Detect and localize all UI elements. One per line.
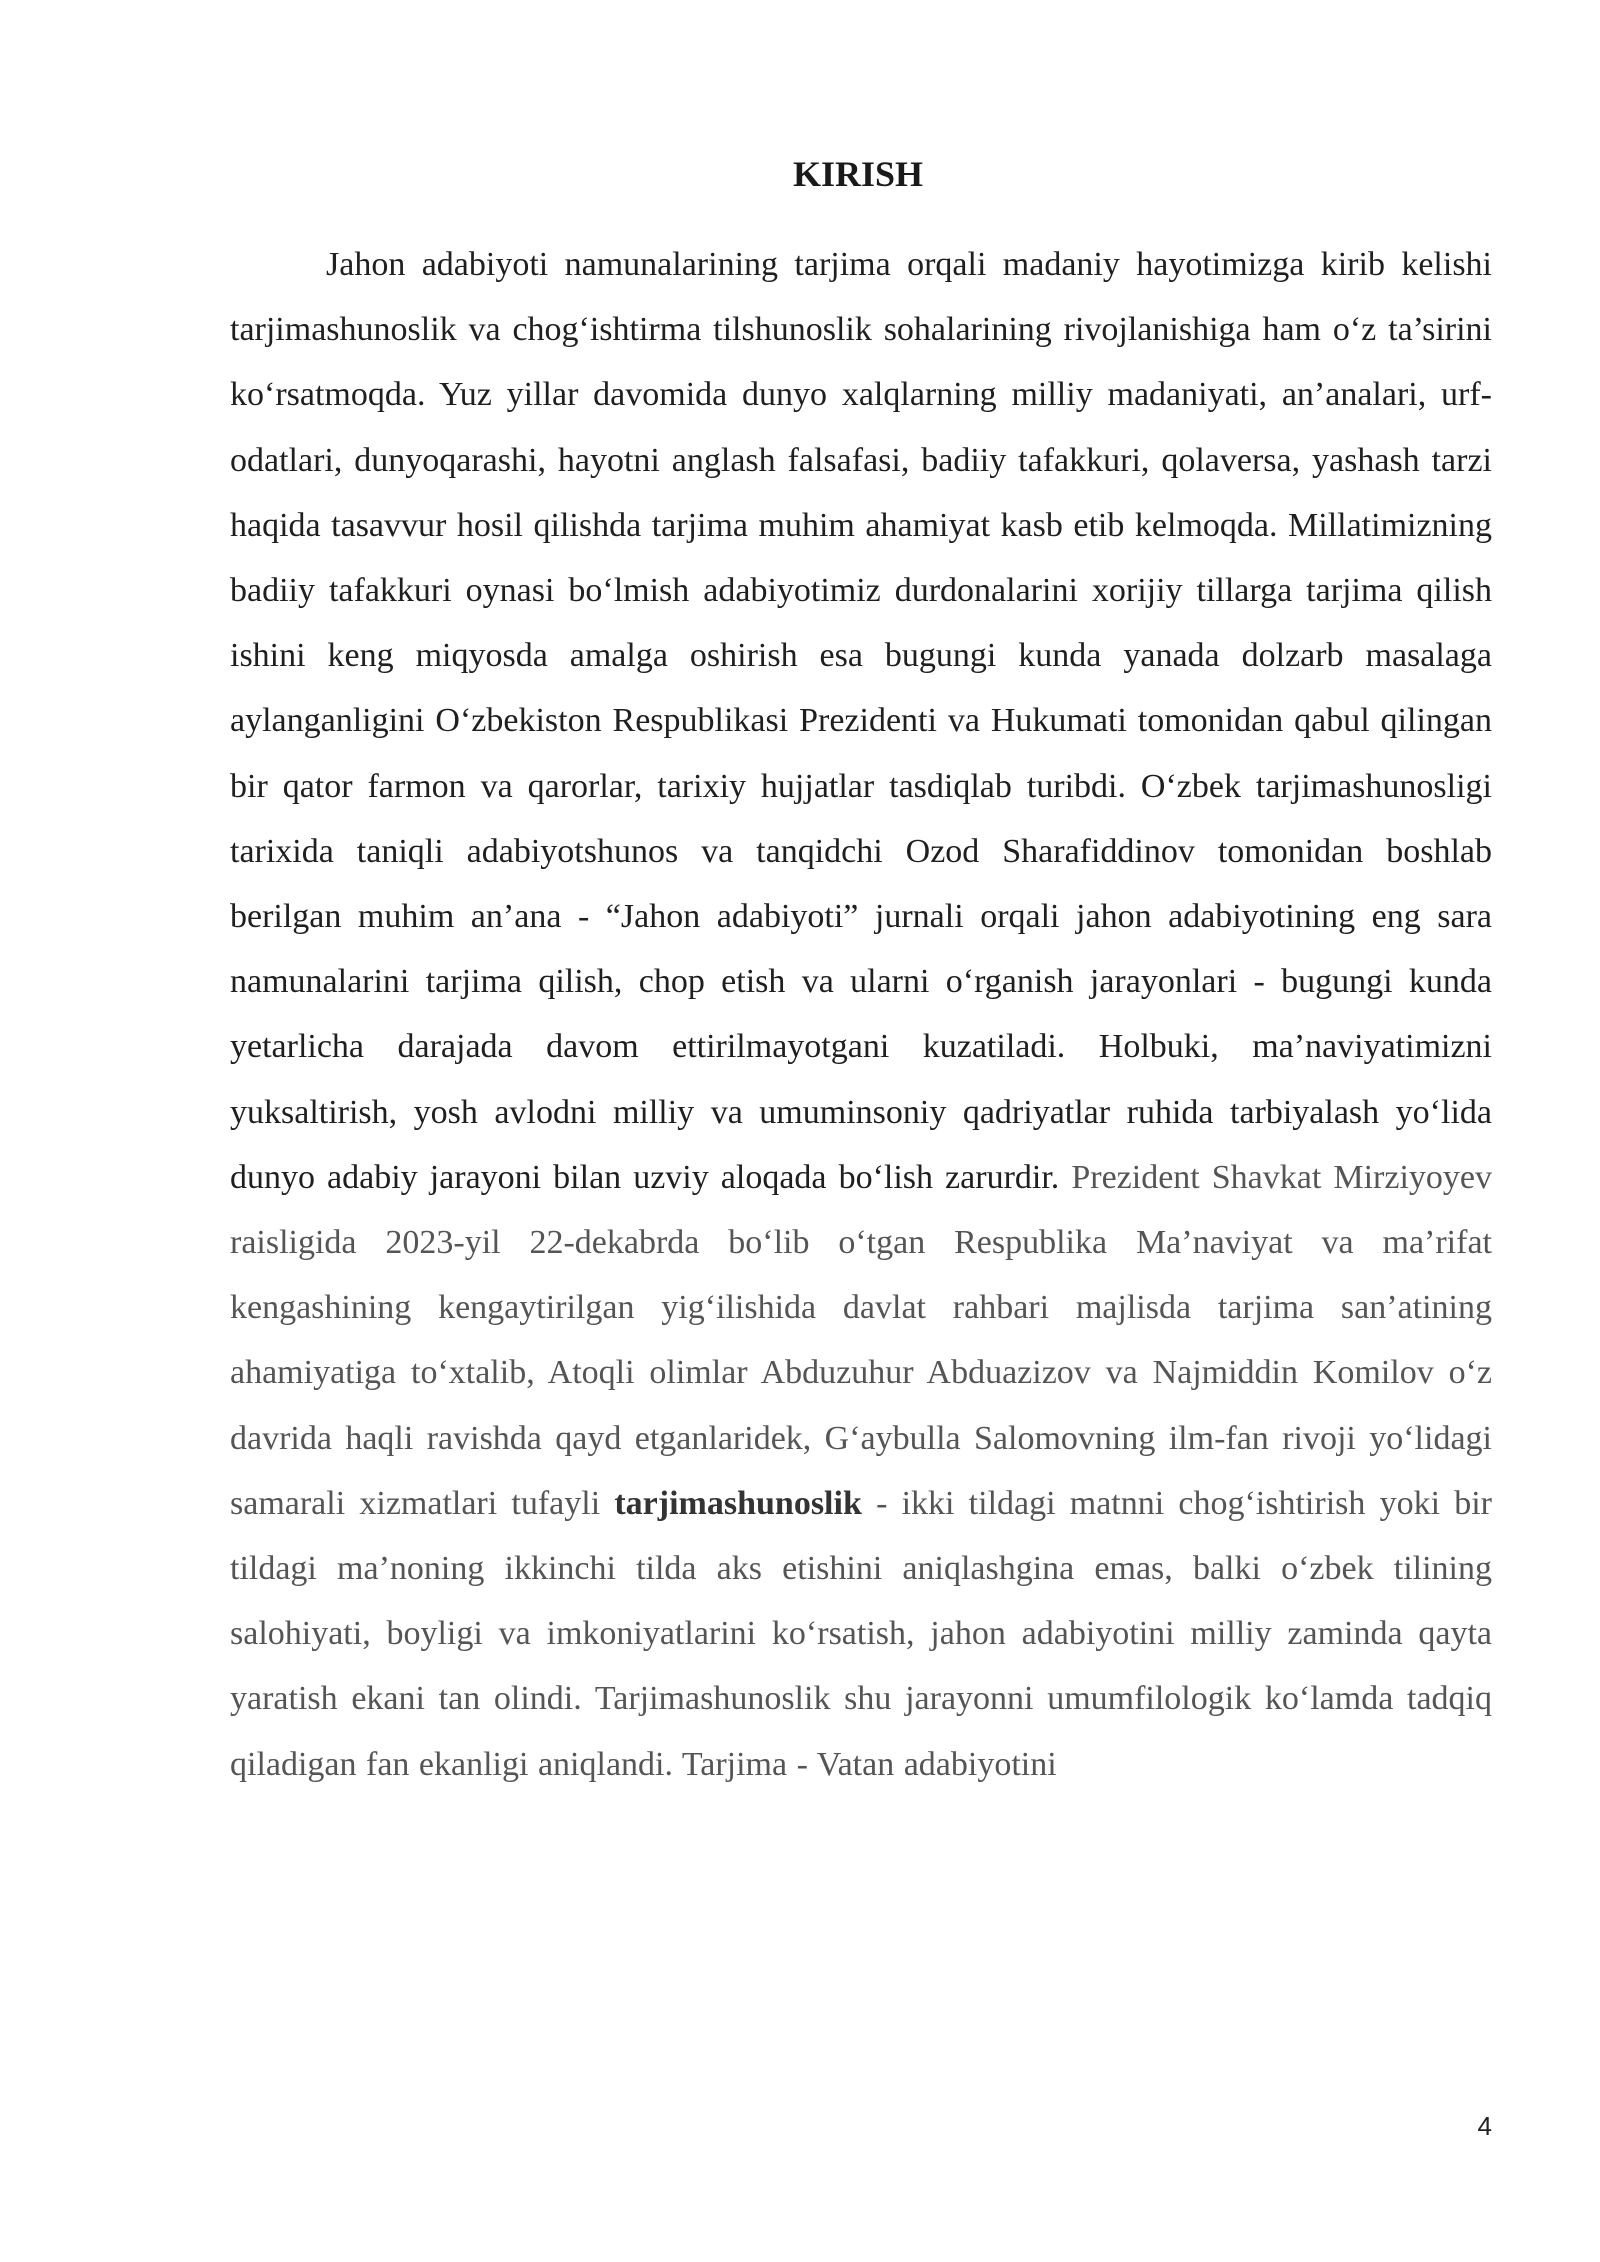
paragraph-text-part-1: Jahon adabiyoti namunalarining tarjima orqali madaniy hayotimizga kirib kelishi tarjimashunoslik va chog‘ishtirma tilshunoslik sohalarining rivojlanishiga ham o‘z ta’sirini ko‘rsatmoqda. Yuz yillar davomida dunyo xalqlarning milliy madaniyati, an’analari, urf-odatlari, dunyoqarashi, hayotni anglash falsafasi, badiiy tafakkuri, qolaversa, yashash tarzi haqida tasavvur hosil qilishda tarjima muhim ahamiyat kasb etib kelmoqda. Millatimizning badiiy tafakkuri oynasi bo‘lmish adabiyotimiz durdonalarini xorijiy tillarga tarjima qilish ishini keng miqyosda amalga oshirish esa bugungi kunda yanada dolzarb masalaga aylanganligini O‘zbekiston Respublikasi Prezidenti va Hukumati tomonidan qabul qilingan bir qator farmon va qarorlar, tarixiy hujjatlar tasdiqlab turibdi. O‘zbek tarjimashunosligi tarixida taniqli adabiyotshunos va tanqidchi Ozod Sharafiddinov tomonidan boshlab berilgan muhim an’ana - “Jahon adabiyoti” jurnali orqali jahon adabiyotining eng sara namunalarini tarjima qilish, chop etish va ularni o‘rganish jarayonlari - bugungi kunda yetarlicha darajada davom ettirilmayotgani kuzatiladi. Holbuki, ma’naviyatimizni yuksaltirish, yosh avlodni milliy va umuminsoniy qadriyatlar ruhida tarbiyalash yo‘lida dunyo adabiy jarayoni bilan uzviy aloqada bo‘lish zarurdir.: [230, 246, 1492, 1196]
page-number: 4: [1477, 2111, 1492, 2141]
page-title: KIRISH: [792, 154, 924, 194]
paragraph-text-part-2: Prezident Shavkat Mirziyoyev raisligida 2023-yil 22-dekabrda bo‘lib o‘tgan Respublika Ma’naviyat va ma’rifat kengashining kengaytirilgan yig‘ilishida davlat rahbari majlisda tarjima san’atining ahamiyatiga to‘xtalib, Atoqli olimlar Abduzuhur Abduazizov va Najmiddin Komilov o‘z davrida haqli ravishda qayd etganlaridek, G‘aybulla Salomovning ilm-fan rivoji yo‘lidagi samarali xizmatlari tufayli: [230, 1158, 1492, 1522]
body-paragraph: [230, 232, 1492, 1797]
highlighted-term: tarjimashunoslik: [614, 1484, 862, 1522]
paragraph-text-part-3: - ikki tildagi matnni chog‘ishtirish yoki bir tildagi ma’noning ikkinchi tilda aks etishini aniqlashgina emas, balki o‘zbek tilining salohiyati, boyligi va imkoniyatlarini ko‘rsatish, jahon adabiyotini milliy zaminda qayta yaratish ekani tan olindi. Tarjimashunoslik shu jarayonni umumfilologik ko‘lamda tadqiq qiladigan fan ekanligi aniqlandi. Tarjima - Vatan adabiyotini: [230, 1484, 1492, 1783]
